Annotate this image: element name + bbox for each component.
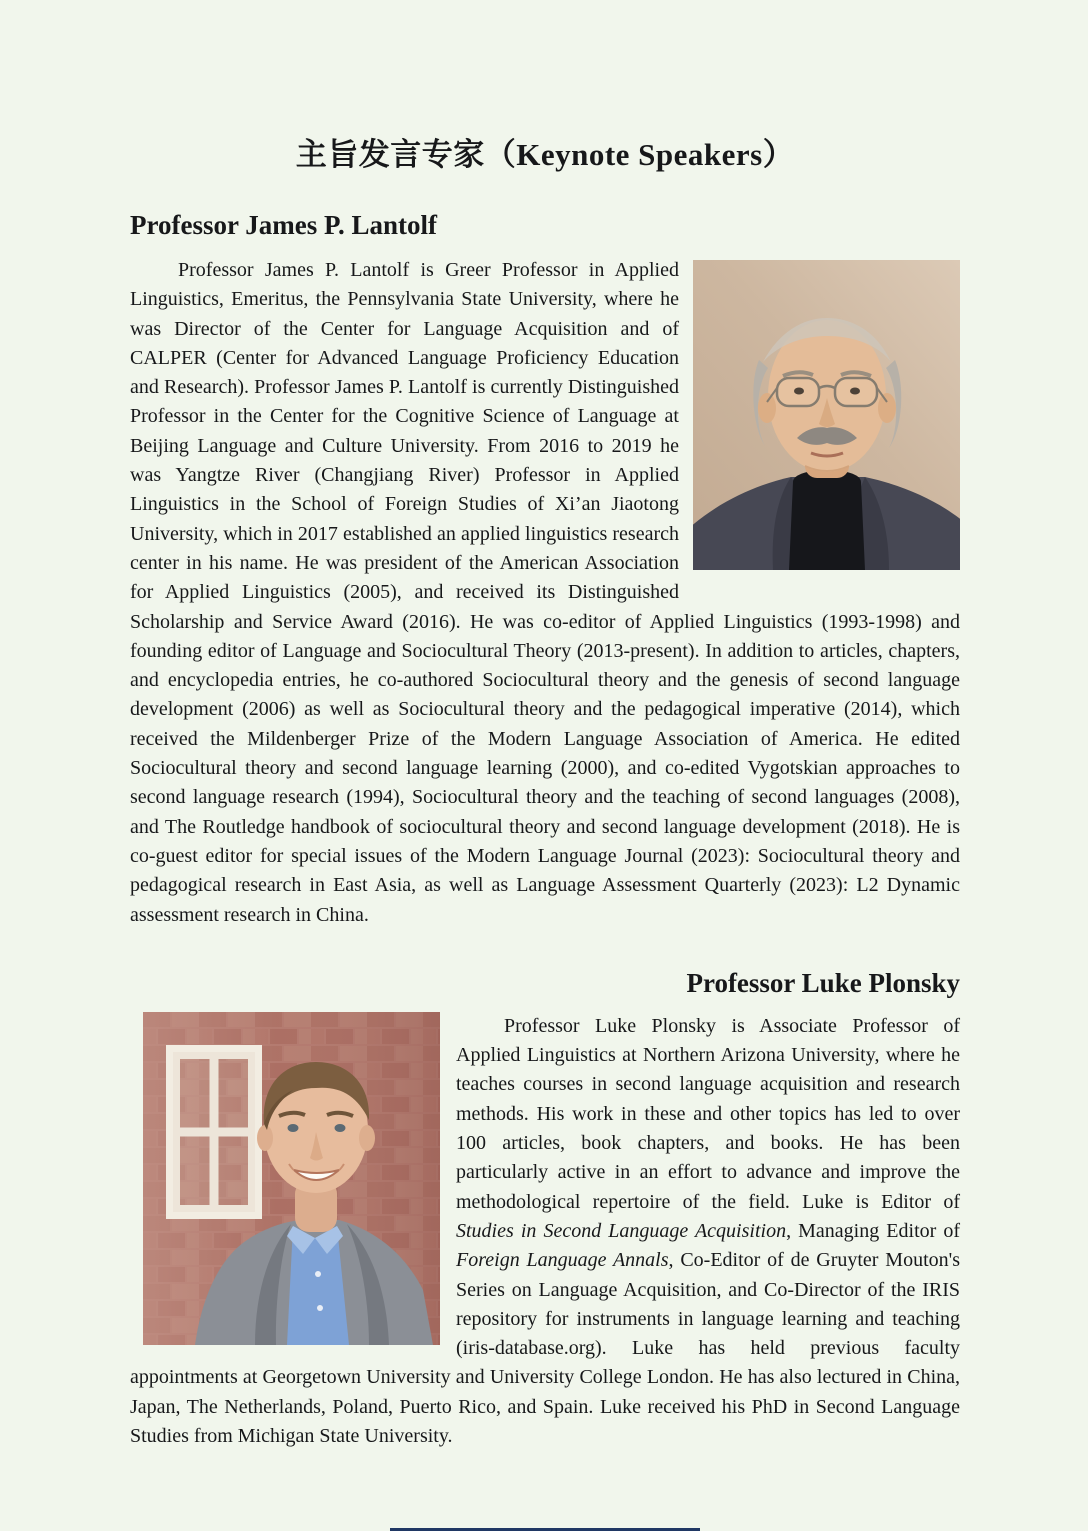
page-title: 主旨发言专家（Keynote Speakers） — [295, 137, 795, 172]
bio-text-lantolf: Professor James P. Lantolf is Greer Professor in Applied Linguistics, Emeritus, the Pennsylvania State University, where he was Director of the Center for Language Acquisition and of CALPER (Center for Advanced Language Proficiency Education and Research). Professor James P. Lantolf is currently Distinguished Professor in the Center for the Cognitive Science of Language at Beijing Language and Culture University. From 2016 to 2019 he was Yangtze River (Changjiang River) Professor in Applied Linguistics in the School of Foreign Studies of Xi’an Jiaotong University, which in 2017 established an applied linguistics research center in his name. He was president of the American Association for Applied Linguistics (2005), and received its Distinguished Scholarship and Service Award (2016). He was co-editor of Applied Linguistics (1993-1998) and founding editor of Language and Sociocultural Theory (2013-present). In addition to articles, chapters, and encyclopedia entries, he co-authored Sociocultural theory and the genesis of second language development (2006) as well as Sociocultural theory and the pedagogical imperative (2014), which received the Mildenberger Prize of the Modern Language Association of America. He edited Sociocultural theory and second language learning (2000), and co-edited Vygotskian approaches to second language research (1994), Sociocultural theory and the teaching of second languages (2008), and The Routledge handbook of sociocultural theory and second language development (2018). He is co-guest editor for special issues of the Modern Language Journal (2023): Sociocultural theory and pedagogical research in East Asia, as well as Language Assessment Quarterly (2023): L2 Dynamic assessment research in China. — [130, 259, 960, 926]
portrait-james-p-lantolf-illustration — [693, 260, 960, 570]
speaker-bio-lantolf — [130, 256, 960, 930]
speaker-bio-plonsky — [130, 1012, 960, 1451]
bio-text-plonsky: Professor Luke Plonsky is Associate Professor of Applied Linguistics at Northern Arizona University, where he teaches courses in second language acquisition and research methods. His work in these and other topics has led to over 100 articles, book chapters, and books. He has been particularly active in an effort to advance and improve the methodological repertoire of the field. Luke is Editor of Studies in Second Language Acquisition, Managing Editor of Foreign Language Annals, Co-Editor of de Gruyter Mouton's Series on Language Acquisition, and Co-Director of the IRIS repository for instruments in language learning and teaching (iris-database.org). Luke has held previous faculty appointments at Georgetown University and University College London. He has also lectured in China, Japan, The Netherlands, Poland, Puerto Rico, and Spain. Luke received his PhD in Second Language Studies from Michigan State University. — [130, 1014, 961, 1447]
portrait-luke-plonsky-photo — [143, 1012, 440, 1345]
portrait-luke-plonsky-illustration — [143, 1012, 440, 1345]
portrait-james-p-lantolf-photo — [693, 260, 960, 570]
speaker-heading-plonsky: Professor Luke Plonsky — [686, 967, 960, 998]
document-content — [130, 0, 960, 1451]
speaker-heading-lantolf: Professor James P. Lantolf — [130, 210, 437, 240]
